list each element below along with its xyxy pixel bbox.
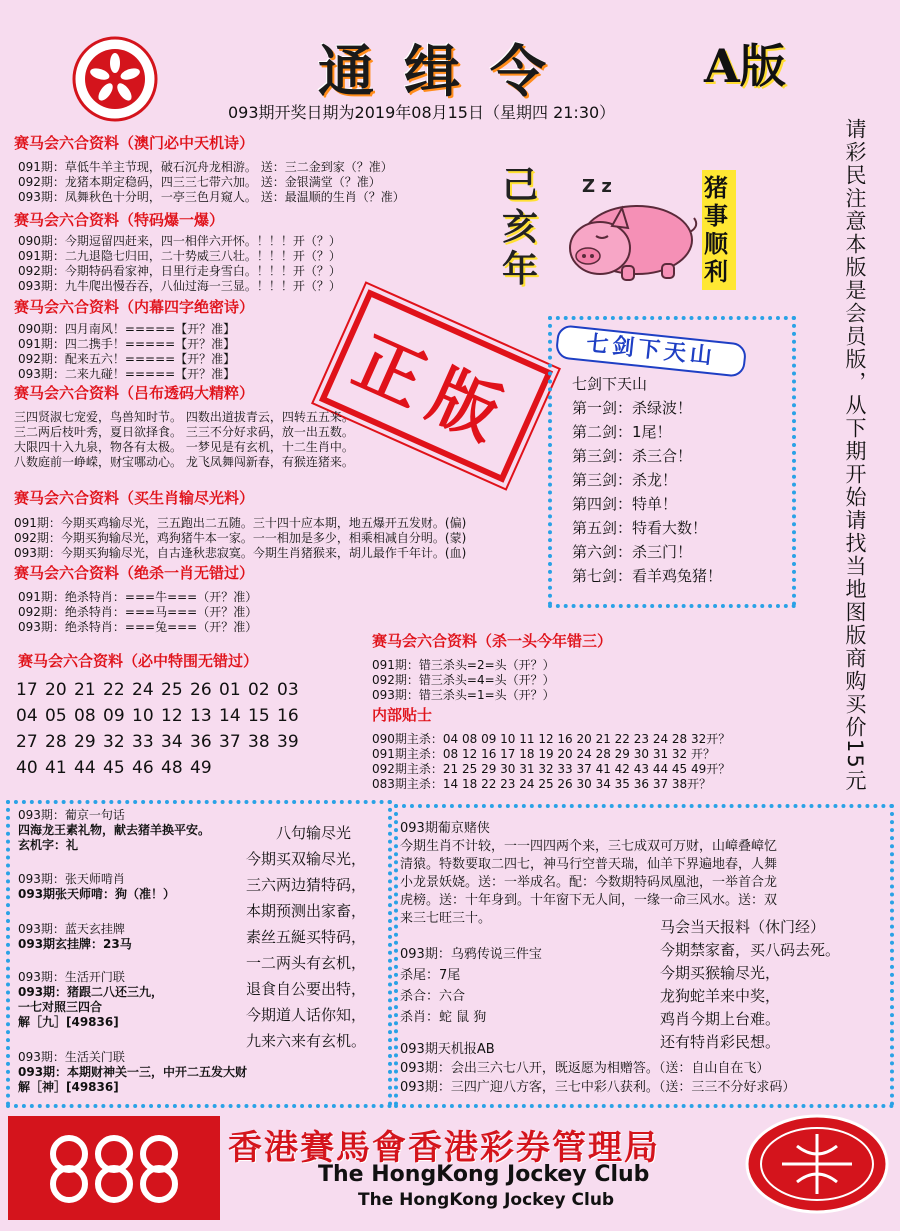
section-6-line: 093期：绝杀特肖：===兔===（开？准） [18,620,258,634]
section-1-line: 092期：龙猪本期定稳码，四三三七带六加。 送：金银满堂（？准） [18,175,381,189]
section-1-lines [18,160,405,205]
special-number: 34 [161,732,183,752]
section-9-line: 092期主杀：21 25 29 30 31 32 33 37 41 42 43 44 45 49开？ [372,762,731,776]
footer-title-cn: 香港賽馬會香港彩券管理局 [228,1128,660,1168]
section-2-line: 093期：九牛爬出慢吞吞，八仙过海一三显。！！！开（？） [18,279,341,293]
block-line: 虎榜。送：十年身到。十年窗下无人间，一缘一命三风水。送：双 [400,893,778,908]
special-number: 15 [248,706,270,726]
block-line: 今期禁家畜，买八码去死。 [660,941,841,959]
special-number: 04 [16,706,38,726]
date-line: 093期开奖日期为2019年08月15日（星期四 21:30） [228,103,616,122]
stamp-text: 正版 [342,321,525,461]
block-line: 杀尾：7尾 [400,968,461,983]
section-2-line: 092期：今期特码看家神，日里行走身雪白。！！！开（？） [18,264,341,278]
special-number: 05 [45,706,67,726]
section-3-line: 091期：四二携手！=====【开？准】 [18,337,236,351]
section-3-lines [18,322,235,382]
block-line: 093期：生活关门联 [18,1050,125,1064]
special-number: 21 [74,680,96,700]
sword-line: 第六剑：杀三门！ [572,543,693,561]
year-label [502,165,542,291]
special-number: 17 [16,680,38,700]
block-line: 小龙景妖娆。送：一举成名。配：今数期特码凤凰池，一举首合龙 [400,875,778,890]
footer-title-en-1: The HongKong Jockey Club [318,1162,650,1187]
special-number: 22 [103,680,125,700]
stamp [319,289,553,483]
number-row [16,677,306,703]
poem-line: 今期买双输尽光， [246,850,367,868]
poem-line: 今期道人话你知， [246,1006,367,1024]
special-number: 14 [219,706,241,726]
bottom-right-block-4 [400,1040,795,1097]
year-label-text: 己亥年 [502,165,539,290]
section-2-lines [18,234,341,294]
section-title-2: 赛马会六合资料（特码爆一爆） [14,211,225,229]
special-number: 01 [219,680,241,700]
section-5-line: 091期：今期买鸡输尽光，三五跑出二五随。三十四十应本期，地五爆开五发财。(偏) [14,516,467,530]
section-8-line: 092期：错三杀头=4=头（开？） [372,673,555,687]
special-number: 40 [16,758,38,778]
number-grid [16,677,306,781]
block-line: 093期：蓝天玄挂牌 [18,922,125,936]
section-8-line: 093期：错三杀头=1=头（开？） [372,688,555,702]
block-line: 093期：本期财神关一三，中开二五发大财 [18,1065,248,1079]
title-char-3: 令 [490,39,546,105]
section-9-line: 083期主杀：14 18 22 23 24 25 26 30 34 35 36 37 38开？ [372,777,712,791]
sword-line: 第一剑：杀绿波！ [572,399,693,417]
section-9-lines [372,732,730,792]
special-number: 03 [277,680,299,700]
number-row [16,755,306,781]
footer-title-en-2: The HongKong Jockey Club [358,1190,615,1210]
sword-line: 第七剑：看羊鸡兔猪！ [572,567,723,585]
special-number: 45 [103,758,125,778]
hk-emblem [72,36,158,122]
section-5-line: 092期：今期买狗输尽光，鸡狗猪牛本一家。一一相加是多少，相乘相减自分明。(蒙) [14,531,467,545]
special-number: 26 [190,680,212,700]
sword-line: 第五剑：特看大数！ [572,519,708,537]
section-1-line: 093期：凤舞秋色十分明，一亭三色月窥人。 送：最温顺的生肖（？准） [18,190,405,204]
number-row [16,703,306,729]
block-line: 解［神］[49836] [18,1080,119,1094]
sword-banner [555,324,748,378]
special-number: 09 [103,706,125,726]
special-number: 20 [45,680,67,700]
block-line: 马会当天报料（休门经） [660,918,826,936]
poem-line: 退食自公要出特， [246,980,367,998]
special-number: 24 [132,680,154,700]
sword-line: 第三剑：杀三合！ [572,447,693,465]
section-5-lines [14,516,466,561]
block-line: 093期：三四广迎八方客，三七中彩八获利。（送：三三不分好求码） [400,1080,796,1095]
special-number: 12 [161,706,183,726]
block-line: 还有特肖彩民想。 [660,1033,781,1051]
notice-vertical: 请彩民注意本版是会员版，从下期开始请找当地图版商购买价15元 [843,118,867,793]
sword-line: 第四剑：特单！ [572,495,678,513]
special-number: 10 [132,706,154,726]
section-4-line: 三二两后枝叶秀，夏日欲择食。 三三不分好求码，放一出五数。 [14,425,354,439]
section-title-9: 内部贴士 [372,706,433,724]
block-line: 来三七旺三十。 [400,911,492,926]
block-line: 今期买猴输尽光， [660,964,781,982]
special-number: 32 [103,732,125,752]
edition-label: A版 [704,39,786,93]
poem-line: 一二两头有玄机， [246,954,367,972]
block-line: 杀肖：蛇 鼠 狗 [400,1010,487,1025]
section-5-line: 093期：今期买狗输尽光，自古逢秋悲寂寞。今期生肖猪猴来，胡儿最作千年计。(血) [14,546,467,560]
bottom-right-block-2 [400,944,542,1028]
section-title-8: 赛马会六合资料（杀一头今年错三） [372,632,613,650]
number-row [16,729,306,755]
special-number: 49 [190,758,212,778]
block-line: 093期张天师啃：狗（准！） [18,887,176,901]
block-line: 093期：张天师啃肖 [18,872,125,886]
bottom-left-block-5 [18,1050,247,1095]
block-line: 093期：猪跟二八还三九， [18,985,164,999]
section-1-line: 091期：草低牛羊主节现，破石沉舟龙相游。 送：三二金到家（？准） [18,160,393,174]
section-6-lines [18,590,257,635]
special-number: 33 [132,732,154,752]
section-3-line: 092期：配来五六！=====【开？准】 [18,352,236,366]
title-char-2: 缉 [404,39,460,105]
section-3-line: 093期：二来九碰！=====【开？准】 [18,367,236,381]
special-number: 25 [161,680,183,700]
block-line: 093期：葡京一句话 [18,808,125,822]
bottom-right-block-3 [660,916,840,1054]
sword-title: 七剑下天山 [572,375,648,393]
section-9-line: 091期主杀：08 12 16 17 18 19 20 24 28 29 30 31 32 开？ [372,747,715,761]
block-line: 093期玄挂牌：23马 [18,937,132,951]
section-9-line: 090期主杀：04 08 09 10 11 12 16 20 21 22 23 24 28 32开？ [372,732,731,746]
section-title-6: 赛马会六合资料（绝杀一肖无错过） [14,564,255,582]
section-2-line: 090期：今期逗留四赶来，四一相伴六开怀。！！！开（？） [18,234,341,248]
section-4-line: 大限四十入九泉，物各有太极。 一梦见是有玄机，十二生肖中。 [14,440,354,454]
block-line: 解［九］[49836] [18,1015,119,1029]
special-number: 39 [277,732,299,752]
bottom-left-block-4 [18,970,163,1030]
poem-title: 八句输尽光 [276,824,352,842]
footer-logo-left [8,1116,220,1220]
block-line: 093期：会出三六七八开，既返愿为相赠答。（送：自山自在飞） [400,1061,770,1076]
section-title-7: 赛马会六合资料（必中特围无错过） [18,652,259,670]
block-line: 鸡肖今期上台难。 [660,1010,781,1028]
block-line: 093期天机报AB [400,1042,495,1057]
poem-line: 素丝五綖买特码， [246,928,367,946]
section-4-line: 三四贤淑七宠爱，鸟兽知时节。 四数出道拔青云，四转五五来。 [14,410,354,424]
block-line: 093期葡京赌侠 [400,821,490,836]
block-line: 玄机字：礼 [18,838,79,852]
title-char-1: 通 [318,39,374,105]
special-number: 27 [16,732,38,752]
special-number: 02 [248,680,270,700]
sword-banner-text: 七剑下天山 [585,331,718,370]
zodiac-slogan [702,170,736,290]
special-number: 37 [219,732,241,752]
zodiac-slogan-text: 猪事顺利 [704,174,728,286]
section-4-line: 八数庭前一峥嵘，财宝哪动心。 龙飞凤舞闯新春，有猴连猪来。 [14,455,354,469]
poem-line: 三六两边猜特码， [246,876,367,894]
block-line: 龙狗蛇羊来中奖， [660,987,781,1005]
poem-line: 九来六来有玄机。 [246,1032,367,1050]
block-line: 一七对照三四合 [18,1000,103,1014]
special-number: 46 [132,758,154,778]
special-number: 13 [190,706,212,726]
sword-line: 第二剑：1尾！ [572,423,672,441]
section-title-4: 赛马会六合资料（吕布透码大精粹） [14,384,255,402]
section-title-3: 赛马会六合资料（内幕四字绝密诗） [14,298,255,316]
section-title-1: 赛马会六合资料（澳门必中天机诗） [14,134,255,152]
section-3-line: 090期：四月南风！=====【开？准】 [18,322,236,336]
svg-text:Z z: Z z [582,176,612,197]
special-number: 08 [74,706,96,726]
poem-block [246,820,366,1054]
poem-line: 本期预测出家畜， [246,902,367,920]
special-number: 38 [248,732,270,752]
section-title-5: 赛马会六合资料（买生肖输尽光料） [14,489,255,507]
block-line: 今期生肖不计较，一一四四两个来，三七成双可万财，山嶂叠嶂忆 [400,839,778,854]
special-number: 28 [45,732,67,752]
block-line: 093期：生活开门联 [18,970,125,984]
block-line: 四海龙王素礼物，献去猪羊换平安。 [18,823,211,837]
special-number: 29 [74,732,96,752]
pig-illustration [552,170,702,290]
bottom-left-block-1 [18,808,210,853]
sword-line: 第三剑：杀龙！ [572,471,678,489]
block-line: 杀合：六合 [400,989,466,1004]
section-6-line: 092期：绝杀特肖：===马===（开？准） [18,605,258,619]
footer-logo-right [742,1112,892,1216]
section-2-line: 091期：二九退隐七归田，二十势威三八壮。！！！开（？） [18,249,341,263]
block-line: 清猿。特数要取二四七，神马行空普天瑞，仙羊下界遍地春，人舞 [400,857,778,872]
main-title [318,28,576,108]
special-number: 41 [45,758,67,778]
bottom-right-block-1 [400,820,777,928]
special-number: 36 [190,732,212,752]
special-number: 44 [74,758,96,778]
section-8-lines [372,658,555,703]
special-number: 48 [161,758,183,778]
section-4-lines [14,410,354,470]
block-line: 093期：乌鸦传说三件宝 [400,947,542,962]
special-number: 16 [277,706,299,726]
bottom-left-block-2 [18,872,175,902]
sword-list [572,372,722,588]
section-8-line: 091期：错三杀头=2=头（开？） [372,658,555,672]
section-6-line: 091期：绝杀特肖：===牛===（开？准） [18,590,258,604]
bottom-left-block-3 [18,922,132,952]
